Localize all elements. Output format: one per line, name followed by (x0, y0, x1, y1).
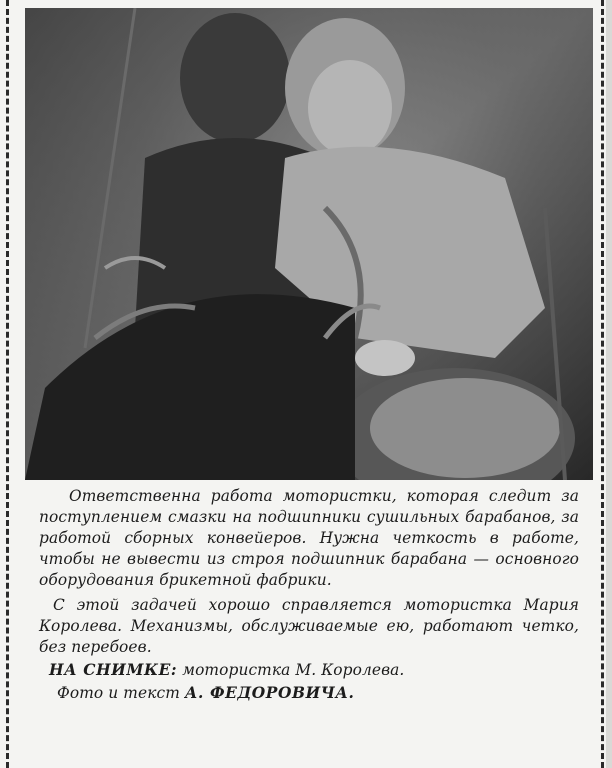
photo-caption (39, 486, 579, 704)
subject-credit-label: НА СНИМКЕ: (49, 661, 178, 679)
subject-credit (39, 660, 579, 681)
newspaper-clipping (6, 0, 604, 768)
photo-credit-label: Фото и текст (57, 684, 185, 702)
background-figure-head (180, 13, 290, 143)
photo-credit (39, 683, 579, 704)
subject-credit-text: мотористка М. Королева. (177, 661, 405, 679)
drum-face (370, 378, 560, 478)
photo-credit-author: А. ФЕДОРОВИЧА. (184, 684, 355, 702)
main-figure-face (308, 60, 392, 156)
newspaper-photo-icon (25, 8, 593, 480)
caption-paragraph-1: Ответственна работа мотористки, которая следит за поступлением смазки на подшипники сушильных барабанов, за работой сборных конвейеров. Нужна четкость в работе, чтобы не вывести из строя подшипник барабана — основного оборудования брикетной фабрики. (39, 487, 579, 589)
page-edge (606, 0, 612, 768)
caption-paragraph-2: С этой задачей хорошо справляется мотористка Мария Королева. Механизмы, обслуживаемые ею, работают четко, без перебоев. (39, 596, 579, 656)
newspaper-photo (25, 8, 593, 480)
hand (355, 340, 415, 376)
